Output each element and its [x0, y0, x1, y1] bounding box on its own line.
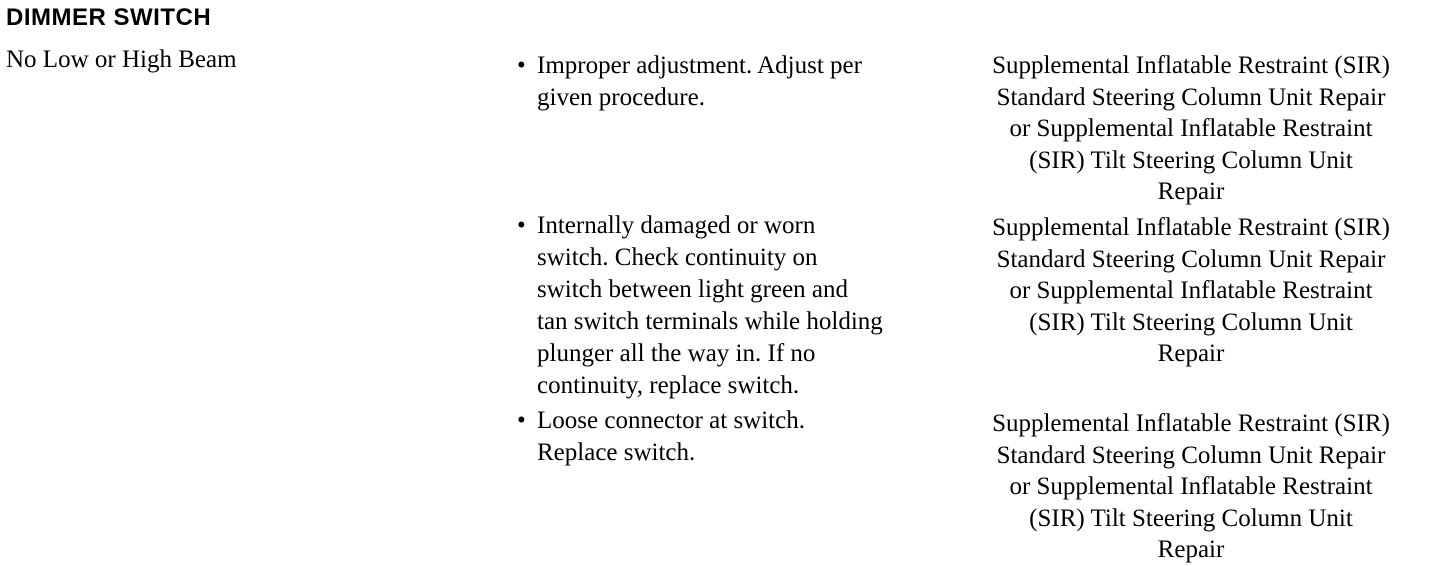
reference-line: or Supplemental Inflatable Restraint	[1009, 473, 1373, 500]
cause-line: Replace switch.	[537, 439, 696, 466]
reference-line: Repair	[1157, 340, 1225, 367]
reference-line: Supplemental Inflatable Restraint (SIR)	[992, 52, 1390, 79]
reference-line: (SIR) Tilt Steering Column Unit	[1029, 146, 1353, 174]
reference-block-1	[955, 50, 1427, 208]
cause-line: plunger all the way in. If no	[537, 340, 816, 367]
cause-line: given procedure.	[537, 84, 705, 111]
reference-line: Standard Steering Column Unit Repair	[996, 245, 1386, 273]
reference-line: Standard Steering Column Unit Repair	[996, 441, 1386, 469]
symptom-text: No Low or High Beam	[6, 46, 237, 73]
cause-line: switch. Check continuity on	[537, 244, 818, 271]
reference-line: or Supplemental Inflatable Restraint	[1009, 277, 1373, 304]
bullet-icon: •	[517, 407, 526, 434]
cause-line: Internally damaged or worn	[537, 212, 816, 239]
bullet-icon: •	[517, 212, 526, 239]
reference-line: Supplemental Inflatable Restraint (SIR)	[992, 214, 1390, 241]
reference-line: Standard Steering Column Unit Repair	[996, 83, 1386, 111]
bullet-icon: •	[517, 52, 526, 79]
section-title: DIMMER SWITCH	[6, 4, 212, 31]
reference-line: (SIR) Tilt Steering Column Unit	[1029, 308, 1353, 336]
reference-line: Supplemental Inflatable Restraint (SIR)	[992, 410, 1390, 437]
cause-line: switch between light green and	[537, 276, 849, 303]
cause-line: continuity, replace switch.	[537, 372, 800, 399]
reference-block-2	[955, 212, 1427, 370]
reference-line: Repair	[1157, 536, 1225, 563]
reference-line: or Supplemental Inflatable Restraint	[1009, 115, 1373, 142]
reference-block-3	[955, 408, 1427, 566]
cause-line: tan switch terminals while holding	[537, 308, 883, 335]
cause-item-2	[517, 210, 957, 402]
cause-item-1	[517, 50, 957, 114]
reference-line: (SIR) Tilt Steering Column Unit	[1029, 504, 1353, 532]
cause-item-3	[517, 405, 957, 469]
cause-line: Improper adjustment. Adjust per	[537, 52, 862, 79]
cause-line: Loose connector at switch.	[537, 407, 805, 434]
reference-line: Repair	[1157, 178, 1225, 205]
